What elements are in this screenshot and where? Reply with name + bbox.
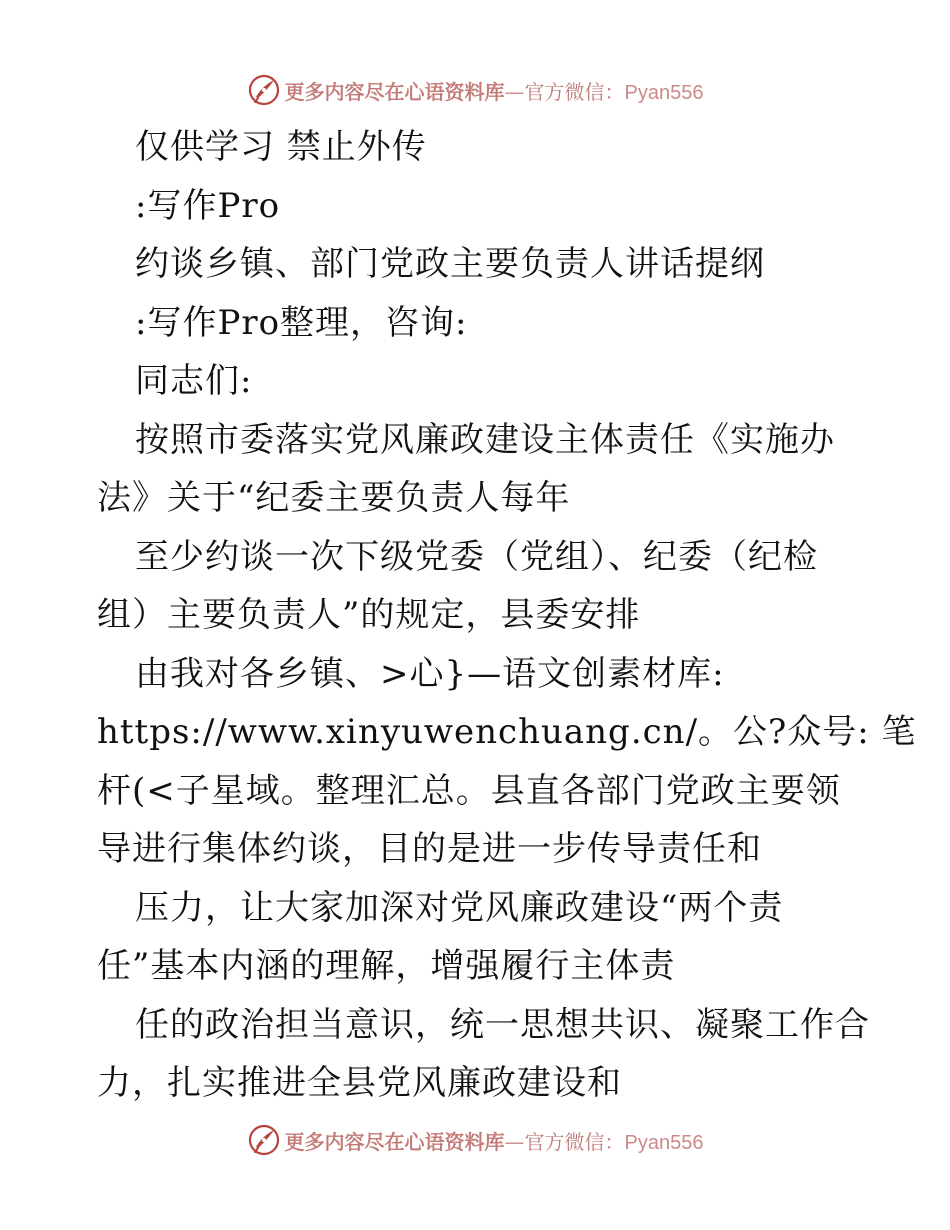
doc-line-compiled: :写作Pro整理，咨询: bbox=[135, 302, 468, 343]
doc-line: 至少约谈一次下级党委（党组）、纪委（纪检 bbox=[135, 536, 818, 577]
doc-line-source: :写作Pro bbox=[135, 185, 281, 226]
banner-separator: — bbox=[504, 1129, 525, 1154]
doc-line: 导进行集体约谈，目的是进一步传导责任和 bbox=[97, 829, 762, 869]
doc-line: 任”基本内涵的理解，增强履行主体责 bbox=[97, 946, 676, 986]
banner-official-label: 官方微信： bbox=[524, 1129, 625, 1154]
banner-wechat-id: Pyan556 bbox=[624, 81, 704, 104]
footer-watermark-banner bbox=[0, 1120, 950, 1160]
banner-brand: 更多内容尽在心语资料库 bbox=[284, 1129, 505, 1154]
banner-official-label: 官方微信： bbox=[524, 79, 625, 104]
banner-brand: 更多内容尽在心语资料库 bbox=[284, 79, 505, 104]
doc-line: 由我对各乡镇、>心}—语文创素材库: bbox=[135, 653, 725, 694]
doc-line: 杆(<子星域。整理汇总。县直各部门党政主要领 bbox=[97, 770, 841, 811]
doc-line: 组）主要负责人”的规定，县委安排 bbox=[97, 595, 641, 635]
quill-logo-icon bbox=[247, 73, 281, 107]
doc-line: 任的政治担当意识，统一思想共识、凝聚工作合 bbox=[135, 1004, 870, 1045]
doc-line: 按照市委落实党风廉政建设主体责任《实施办 bbox=[135, 419, 835, 460]
doc-salutation: 同志们: bbox=[135, 361, 253, 401]
header-watermark-banner bbox=[0, 70, 950, 110]
doc-line: 力，扎实推进全县党风廉政建设和 bbox=[97, 1063, 622, 1103]
doc-line: 法》关于“纪委主要负责人每年 bbox=[97, 478, 571, 518]
banner-separator: — bbox=[504, 79, 525, 104]
footer-banner-text bbox=[285, 1126, 704, 1155]
doc-title: 约谈乡镇、部门党政主要负责人讲话提纲 bbox=[135, 244, 765, 284]
doc-line-notice: 仅供学习 禁止外传 bbox=[135, 127, 427, 167]
header-banner-text bbox=[285, 76, 704, 105]
document-body bbox=[97, 118, 917, 1113]
banner-wechat-id: Pyan556 bbox=[624, 1131, 704, 1154]
doc-line: 压力，让大家加深对党风廉政建设“两个责 bbox=[135, 887, 784, 928]
doc-line-url: https://www.xinyuwenchuang.cn/。公?众号: 笔 bbox=[97, 712, 917, 752]
quill-logo-icon bbox=[247, 1123, 281, 1157]
